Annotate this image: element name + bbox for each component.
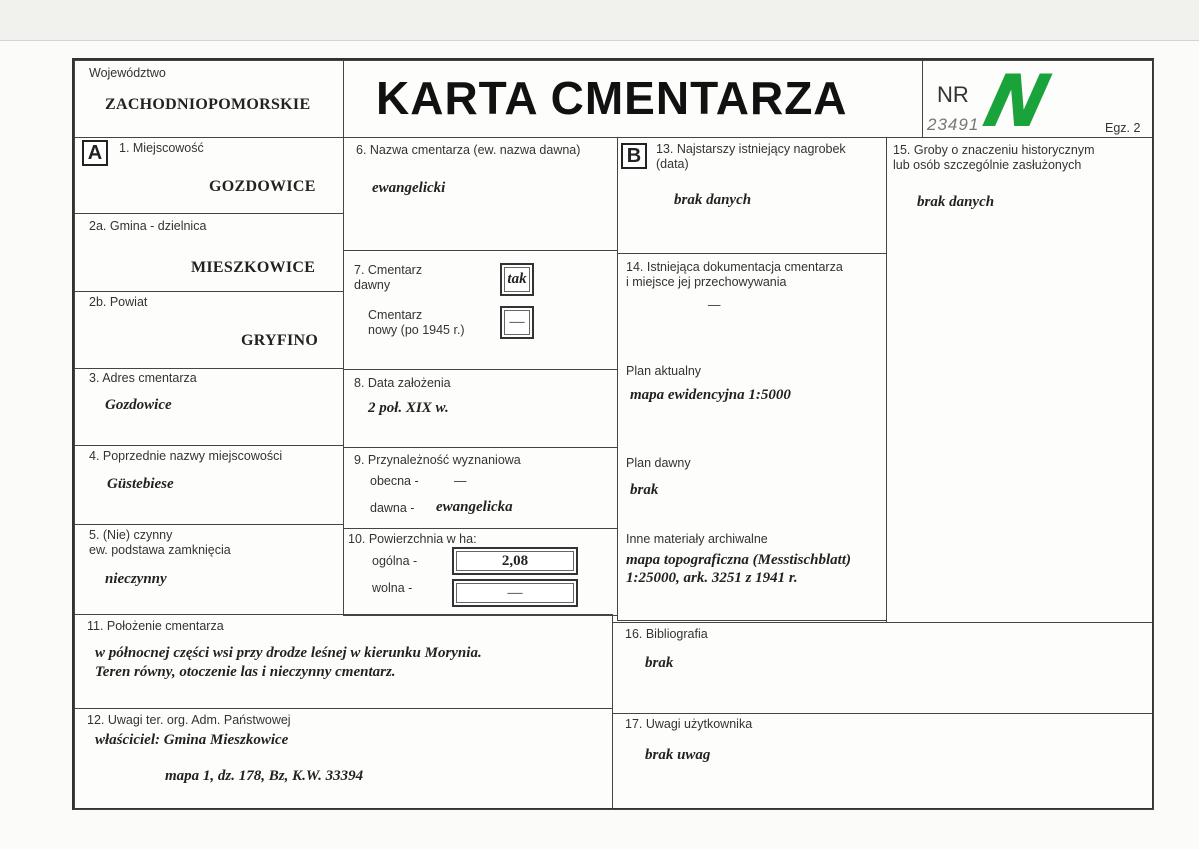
field-1-cell: [74, 137, 344, 214]
field-5-value: nieczynny: [105, 571, 167, 587]
field-10-wolna-label: wolna -: [372, 581, 413, 595]
field-4-value: Güstebiese: [107, 476, 174, 492]
wojewodztwo-cell: [74, 60, 344, 138]
field-15-cell: [886, 137, 1154, 623]
field-7-new-label: Cmentarz nowy (po 1945 r.): [368, 308, 465, 337]
field-13-label: 13. Najstarszy istniejący nagrobek (data): [656, 142, 846, 171]
field-8-cell: [343, 369, 618, 448]
plan-aktualny-label: Plan aktualny: [626, 364, 702, 378]
field-10-wolna-box: —: [452, 579, 578, 607]
field-5-cell: [74, 524, 344, 615]
field-1-value: GOZDOWICE: [209, 178, 316, 195]
field-10-ogolna-label: ogólna -: [372, 554, 418, 568]
field-9-obecna-label: obecna -: [370, 474, 419, 488]
field-7-new-box: —: [500, 306, 534, 339]
title-cell: [343, 60, 923, 138]
field-3-label: 3. Adres cmentarza: [89, 371, 197, 385]
field-14-label: 14. Istniejąca dokumentacja cmentarza i miejsce jej przechowywania: [626, 260, 843, 289]
field-12-line-2: mapa 1, dz. 178, Bz, K.W. 33394: [165, 768, 364, 784]
field-9-dawna-label: dawna -: [370, 501, 415, 515]
field-9-cell: [343, 447, 618, 529]
field-11-line-2: Teren równy, otoczenie las i nieczynny cmentarz.: [95, 664, 396, 680]
nr-handwritten-number: 23491: [927, 115, 980, 134]
wojewodztwo-value: ZACHODNIOPOMORSKIE: [105, 96, 311, 113]
field-4-label: 4. Poprzednie nazwy miejscowości: [89, 449, 283, 463]
field-9-obecna-value: —: [454, 474, 467, 488]
field-6-value: ewangelicki: [372, 180, 446, 196]
field-3-cell: [74, 368, 344, 446]
egz-label: Egz. 2: [1105, 121, 1141, 135]
field-17-value: brak uwag: [645, 747, 711, 763]
field-17-label: 17. Uwagi użytkownika: [625, 717, 753, 731]
nr-green-marker-letter: N: [976, 59, 1058, 143]
field-9-label: 9. Przynależność wyznaniowa: [354, 453, 521, 467]
nr-cell: [922, 59, 1154, 143]
field-13-value: brak danych: [674, 192, 752, 208]
field-12-label: 12. Uwagi ter. org. Adm. Państwowej: [87, 713, 291, 727]
field-2a-value: MIESZKOWICE: [191, 259, 316, 276]
field-13-cell: [617, 137, 887, 254]
field-5-label: 5. (Nie) czynny ew. podstawa zamknięcia: [89, 528, 231, 557]
field-11-label: 11. Położenie cmentarza: [87, 619, 224, 633]
field-17-cell: [612, 713, 1154, 810]
plan-dawny-label: Plan dawny: [626, 456, 691, 470]
field-2a-label: 2a. Gmina - dzielnica: [89, 219, 207, 233]
nr-label: NR: [937, 82, 969, 107]
field-4-cell: [74, 445, 344, 525]
plan-dawny-value: brak: [630, 482, 659, 498]
field-16-label: 16. Bibliografia: [625, 627, 708, 641]
field-3-value: Gozdowice: [105, 397, 172, 413]
inne-materialy-line-2: 1:25000, ark. 3251 z 1941 r.: [626, 570, 798, 586]
field-14-cell: [617, 253, 887, 621]
field-12-cell: [74, 708, 613, 810]
field-16-value: brak: [645, 655, 674, 671]
field-2b-label: 2b. Powiat: [89, 295, 148, 309]
field-2a-cell: [74, 213, 344, 292]
field-12-line-1: właściciel: Gmina Mieszkowice: [95, 732, 289, 748]
field-10-label: 10. Powierzchnia w ha:: [348, 532, 477, 546]
field-7-cell: [343, 250, 618, 370]
page-title: KARTA CMENTARZA: [376, 72, 848, 124]
field-7-old-box: tak: [500, 263, 534, 296]
field-11-cell: [74, 614, 613, 709]
field-6-cell: [343, 137, 618, 251]
field-10-cell: [343, 528, 618, 616]
field-2b-value: GRYFINO: [241, 332, 319, 349]
field-15-value: brak danych: [917, 194, 995, 210]
wojewodztwo-label: Województwo: [89, 66, 166, 80]
plan-aktualny-value: mapa ewidencyjna 1:5000: [630, 387, 791, 403]
field-16-cell: [612, 622, 1154, 714]
field-1-label: 1. Miejscowość: [119, 141, 204, 155]
inne-materialy-line-1: mapa topograficzna (Messtischblatt): [626, 552, 852, 568]
field-8-value: 2 poł. XIX w.: [368, 400, 449, 416]
field-9-dawna-value: ewangelicka: [436, 499, 513, 515]
section-b-marker: B: [621, 143, 647, 169]
field-15-label: 15. Groby o znaczeniu historycznym lub osób szczególnie zasłużonych: [893, 143, 1095, 172]
field-2b-cell: [74, 291, 344, 369]
cemetery-card: [72, 58, 1154, 810]
inne-materialy-label: Inne materiały archiwalne: [626, 532, 768, 546]
section-a-marker: A: [82, 140, 108, 166]
field-8-label: 8. Data założenia: [354, 376, 451, 390]
field-14-value: —: [708, 298, 721, 312]
field-7-old-label: 7. Cmentarz dawny: [354, 263, 423, 292]
scan-top-band: [0, 0, 1199, 41]
field-6-label: 6. Nazwa cmentarza (ew. nazwa dawna): [356, 143, 581, 157]
field-10-ogolna-box: 2,08: [452, 547, 578, 575]
field-11-line-1: w północnej części wsi przy drodze leśnej w kierunku Morynia.: [95, 645, 482, 661]
